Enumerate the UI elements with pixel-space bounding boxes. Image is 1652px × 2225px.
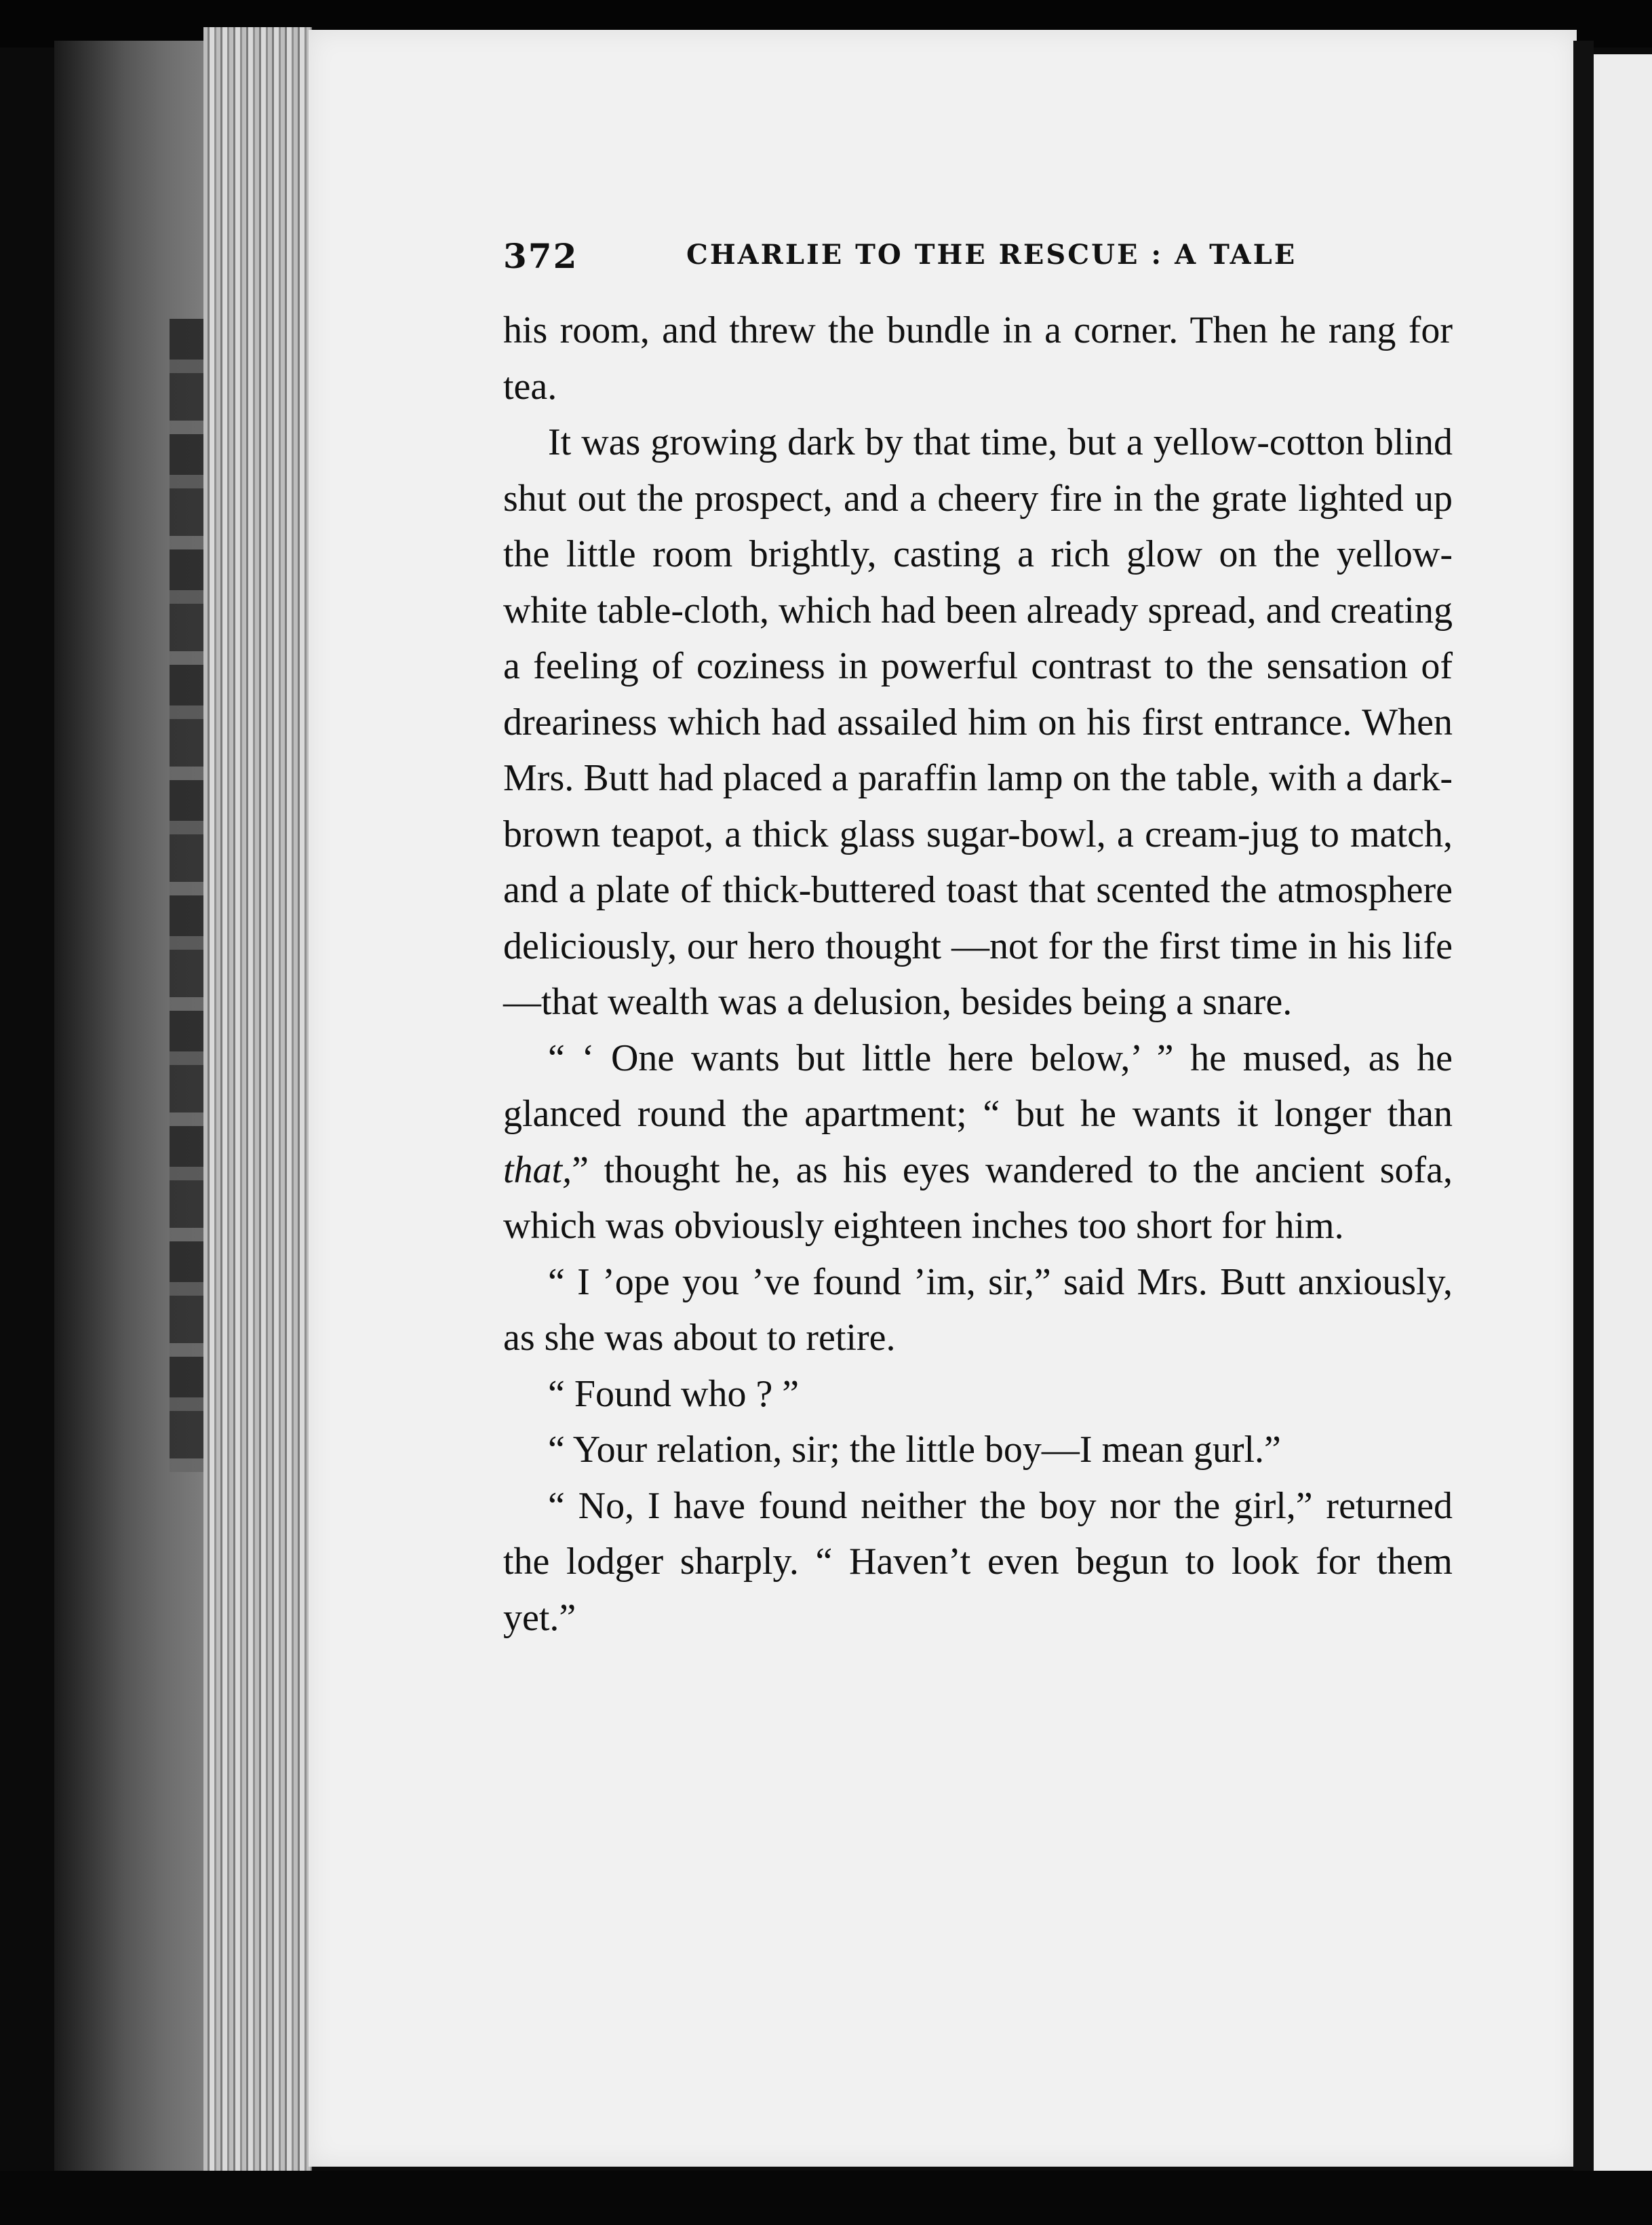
page-header bbox=[503, 231, 1297, 285]
paragraph-text: ” thought he, as his eyes wandered to the ancient sofa, which was obviously eighteen inches too short for him. bbox=[503, 1148, 1453, 1247]
running-head: CHARLIE TO THE RESCUE : A TALE bbox=[686, 239, 1297, 271]
page-edges bbox=[203, 27, 312, 2171]
scan-border-bottom bbox=[0, 2171, 1652, 2225]
emphasized-word: that, bbox=[503, 1148, 572, 1191]
spine-lettering bbox=[170, 319, 207, 1472]
body-text bbox=[503, 303, 1453, 1646]
paragraph-text: “ ‘ One wants but little here below,’ ” he mused, as he glanced round the apartment; “ but he wants it longer than bbox=[503, 1037, 1453, 1135]
paragraph: “ I ’ope you ’ve found ’im, sir,” said Mrs. Butt anxiously, as she was about to retire. bbox=[503, 1260, 1453, 1359]
paragraph: It was growing dark by that time, but a yellow-cotton blind shut out the prospect, and a cheery fire in the grate lighted up the little room brightly, casting a rich glow on the yellow-white table-cloth, which had been already spread, and creating a feeling of coziness in powerful contrast to the sensation of dreariness which had assailed him on his first entrance. When Mrs. Butt had placed a paraffin lamp on the table, with a dark-brown teapot, a thick glass sugar-bowl, a cream-jug to match, and a plate of thick-buttered toast that scented the atmosphere deliciously, our hero thought —not for the first time in his life—that wealth was a delusion, besides being a snare. bbox=[503, 421, 1453, 1023]
page-gutter bbox=[1573, 41, 1594, 2184]
page-number: 372 bbox=[503, 236, 578, 276]
paragraph: “ Found who ? ” bbox=[548, 1372, 800, 1415]
paragraph: his room, and threw the bundle in a corner. Then he rang for tea. bbox=[503, 309, 1453, 408]
facing-page-edge bbox=[1594, 54, 1652, 2171]
paragraph bbox=[503, 1030, 1453, 1254]
paragraph: “ Your relation, sir; the little boy—I mean gurl.” bbox=[548, 1429, 1281, 1471]
paragraph: “ No, I have found neither the boy nor the girl,” returned the lodger sharply. “ Haven’t even begun to look for them yet.” bbox=[503, 1484, 1453, 1639]
